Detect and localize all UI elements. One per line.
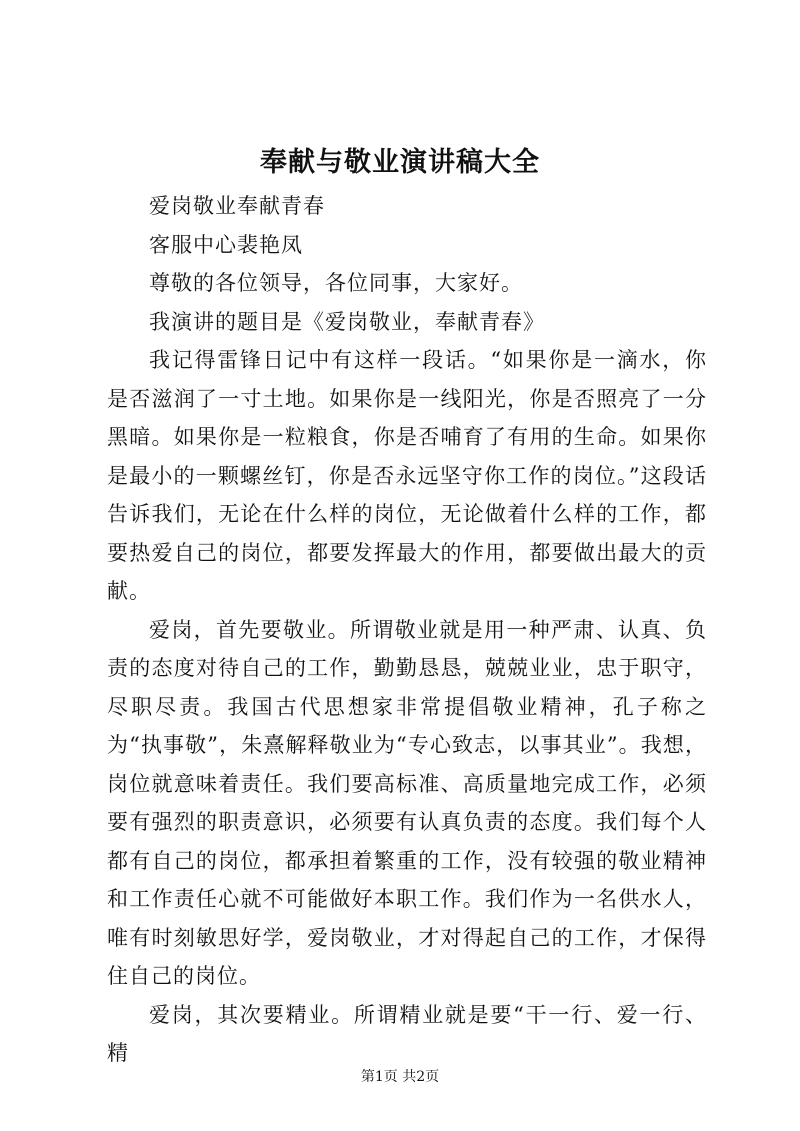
paragraph-body: 爱岗，首先要敬业。所谓敬业就是用一种严肃、认真、负责的态度对待自己的工作，勤勤恳恳，兢兢业业，忠于职守，尽职尽责。我国古代思想家非常提倡敬业精神，孔子称之为“执事敬”，朱熹解释敬业为“专心致志，以事其业”。我想，岗位就意味着责任。我们要高标准、高质量地完成工作，必须要有强烈的职责意识，必须要有认真负责的态度。我们每个人都有自己的岗位，都承担着繁重的工作，没有较强的敬业精神和工作责任心就不可能做好本职工作。我们作为一名供水人，唯有时刻敏思好学，爱岗敬业，才对得起自己的工作，才保得住自己的岗位。: [107, 617, 707, 988]
document-title: 奉献与敬业演讲稿大全: [260, 147, 540, 178]
paragraph-greeting: 尊敬的各位领导，各位同事，大家好。: [149, 271, 523, 295]
document-body: [107, 187, 707, 1073]
paragraph-body: 爱岗，其次要精业。所谓精业就是要“干一行、爱一行、精: [107, 1002, 707, 1065]
paragraph-body: 我记得雷锋日记中有这样一段话。“如果你是一滴水，你是否滋润了一寸土地。如果你是一线阳光，你是否照亮了一分黑暗。如果你是一粒粮食，你是否哺育了有用的生命。如果你是最小的一颗螺丝钉，你是否永远坚守你工作的岗位。”这段话告诉我们，无论在什么样的岗位，无论做着什么样的工作，都要热爱自己的岗位，都要发挥最大的作用，都要做出最大的贡献。: [107, 348, 707, 603]
paragraph-speech-title: 爱岗敬业奉献青春: [149, 194, 325, 218]
paragraph-topic: 我演讲的题目是《爱岗敬业，奉献青春》: [149, 309, 545, 334]
paragraph-author: 客服中心裴艳凤: [149, 232, 303, 257]
page-number-footer: 第1页 共2页: [360, 1069, 440, 1085]
